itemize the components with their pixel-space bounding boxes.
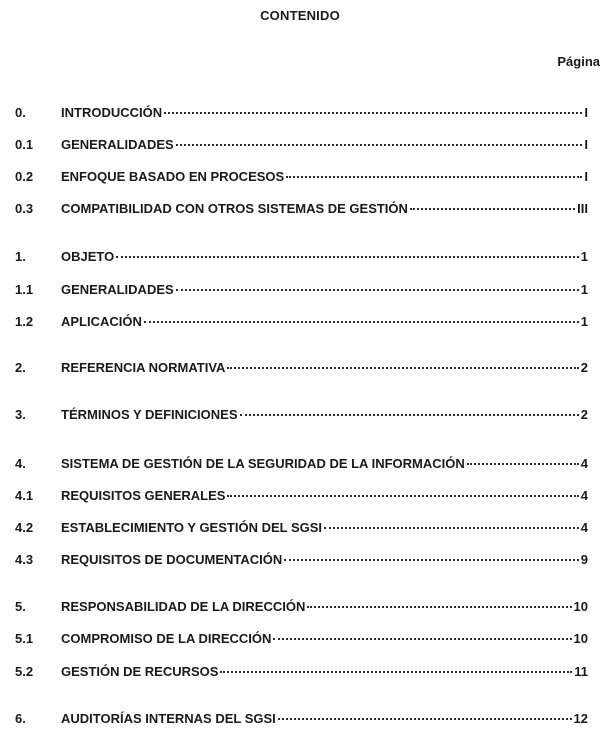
toc-page-number: 4 [580, 488, 588, 503]
dot-leader [144, 321, 579, 323]
toc-row [0, 455, 600, 473]
toc-page-number: 4 [580, 456, 588, 471]
toc-page-number: I [584, 169, 588, 184]
toc-page-number: 1 [580, 249, 588, 264]
toc-number: 2. [15, 360, 26, 375]
dot-leader [324, 527, 579, 529]
toc-page-number: 1 [580, 314, 588, 329]
toc-row [0, 200, 600, 218]
dot-leader [307, 606, 571, 608]
toc-title: REQUISITOS DE DOCUMENTACIÓN [61, 552, 283, 567]
toc-page-number: 10 [573, 631, 588, 646]
toc-title: RESPONSABILIDAD DE LA DIRECCIÓN [61, 599, 306, 614]
toc-row [0, 710, 600, 728]
toc-page-number: 11 [574, 664, 588, 679]
dot-leader [273, 638, 571, 640]
toc-row [0, 487, 600, 505]
toc-page-number: 10 [573, 599, 588, 614]
dot-leader [220, 671, 572, 673]
toc-title: ESTABLECIMIENTO Y GESTIÓN DEL SGSI [61, 520, 323, 535]
toc-number: 4.2 [15, 520, 34, 535]
toc-page-number: 12 [573, 711, 588, 726]
toc-row [0, 630, 600, 648]
toc-title: AUDITORÍAS INTERNAS DEL SGSI [61, 711, 276, 726]
toc-page-number: 4 [580, 520, 588, 535]
toc-title: APLICACIÓN [61, 314, 142, 329]
toc-row [0, 168, 600, 186]
toc-row [0, 136, 600, 154]
toc-number: 5.1 [15, 631, 34, 646]
toc-title: REFERENCIA NORMATIVA [61, 360, 226, 375]
toc-page-number: III [577, 201, 588, 216]
dot-leader [116, 256, 579, 258]
toc-number: 1. [15, 249, 26, 264]
toc-title: GESTIÓN DE RECURSOS [61, 664, 219, 679]
toc-number: 0.3 [15, 201, 34, 216]
dot-leader [164, 112, 582, 114]
toc-title: TÉRMINOS Y DEFINICIONES [61, 407, 238, 422]
toc-title: INTRODUCCIÓN [61, 105, 163, 120]
toc-number: 3. [15, 407, 26, 422]
toc-page-number: I [584, 137, 588, 152]
toc-row [0, 248, 600, 266]
toc-number: 0.2 [15, 169, 34, 184]
toc-title: GENERALIDADES [61, 282, 174, 297]
toc-row [0, 281, 600, 299]
dot-leader [284, 559, 579, 561]
toc-page-number: 2 [580, 407, 588, 422]
dot-leader [176, 289, 579, 291]
toc-row [0, 551, 600, 569]
toc-title: REQUISITOS GENERALES [61, 488, 226, 503]
toc-page-number: I [584, 105, 588, 120]
dot-leader [227, 495, 578, 497]
dot-leader [286, 176, 582, 178]
toc-number: 4.3 [15, 552, 34, 567]
toc-number: 6. [15, 711, 26, 726]
document-title: CONTENIDO [260, 8, 340, 23]
toc-title: GENERALIDADES [61, 137, 174, 152]
toc-title: COMPATIBILIDAD CON OTROS SISTEMAS DE GESTIÓN [61, 201, 408, 216]
toc-number: 4. [15, 456, 26, 471]
toc-row [0, 313, 600, 331]
toc-row [0, 663, 600, 681]
toc-row [0, 359, 600, 377]
dot-leader [467, 463, 579, 465]
toc-row [0, 598, 600, 616]
page-column-header: Página [557, 54, 600, 69]
toc-number: 0.1 [15, 137, 34, 152]
toc-number: 1.2 [15, 314, 34, 329]
toc-page-number: 1 [580, 282, 588, 297]
toc-title: OBJETO [61, 249, 115, 264]
toc-row [0, 104, 600, 122]
toc-title: SISTEMA DE GESTIÓN DE LA SEGURIDAD DE LA INFORMACIÓN [61, 456, 465, 471]
toc-number: 1.1 [15, 282, 34, 297]
dot-leader [410, 208, 575, 210]
toc-row [0, 406, 600, 424]
toc-page-number: 2 [580, 360, 588, 375]
dot-leader [227, 367, 578, 369]
dot-leader [278, 718, 572, 720]
toc-number: 5. [15, 599, 26, 614]
toc-number: 0. [15, 105, 26, 120]
toc-number: 5.2 [15, 664, 34, 679]
toc-title: ENFOQUE BASADO EN PROCESOS [61, 169, 285, 184]
toc-row [0, 519, 600, 537]
dot-leader [240, 414, 579, 416]
dot-leader [176, 144, 583, 146]
toc-number: 4.1 [15, 488, 34, 503]
toc-title: COMPROMISO DE LA DIRECCIÓN [61, 631, 272, 646]
toc-page-number: 9 [580, 552, 588, 567]
